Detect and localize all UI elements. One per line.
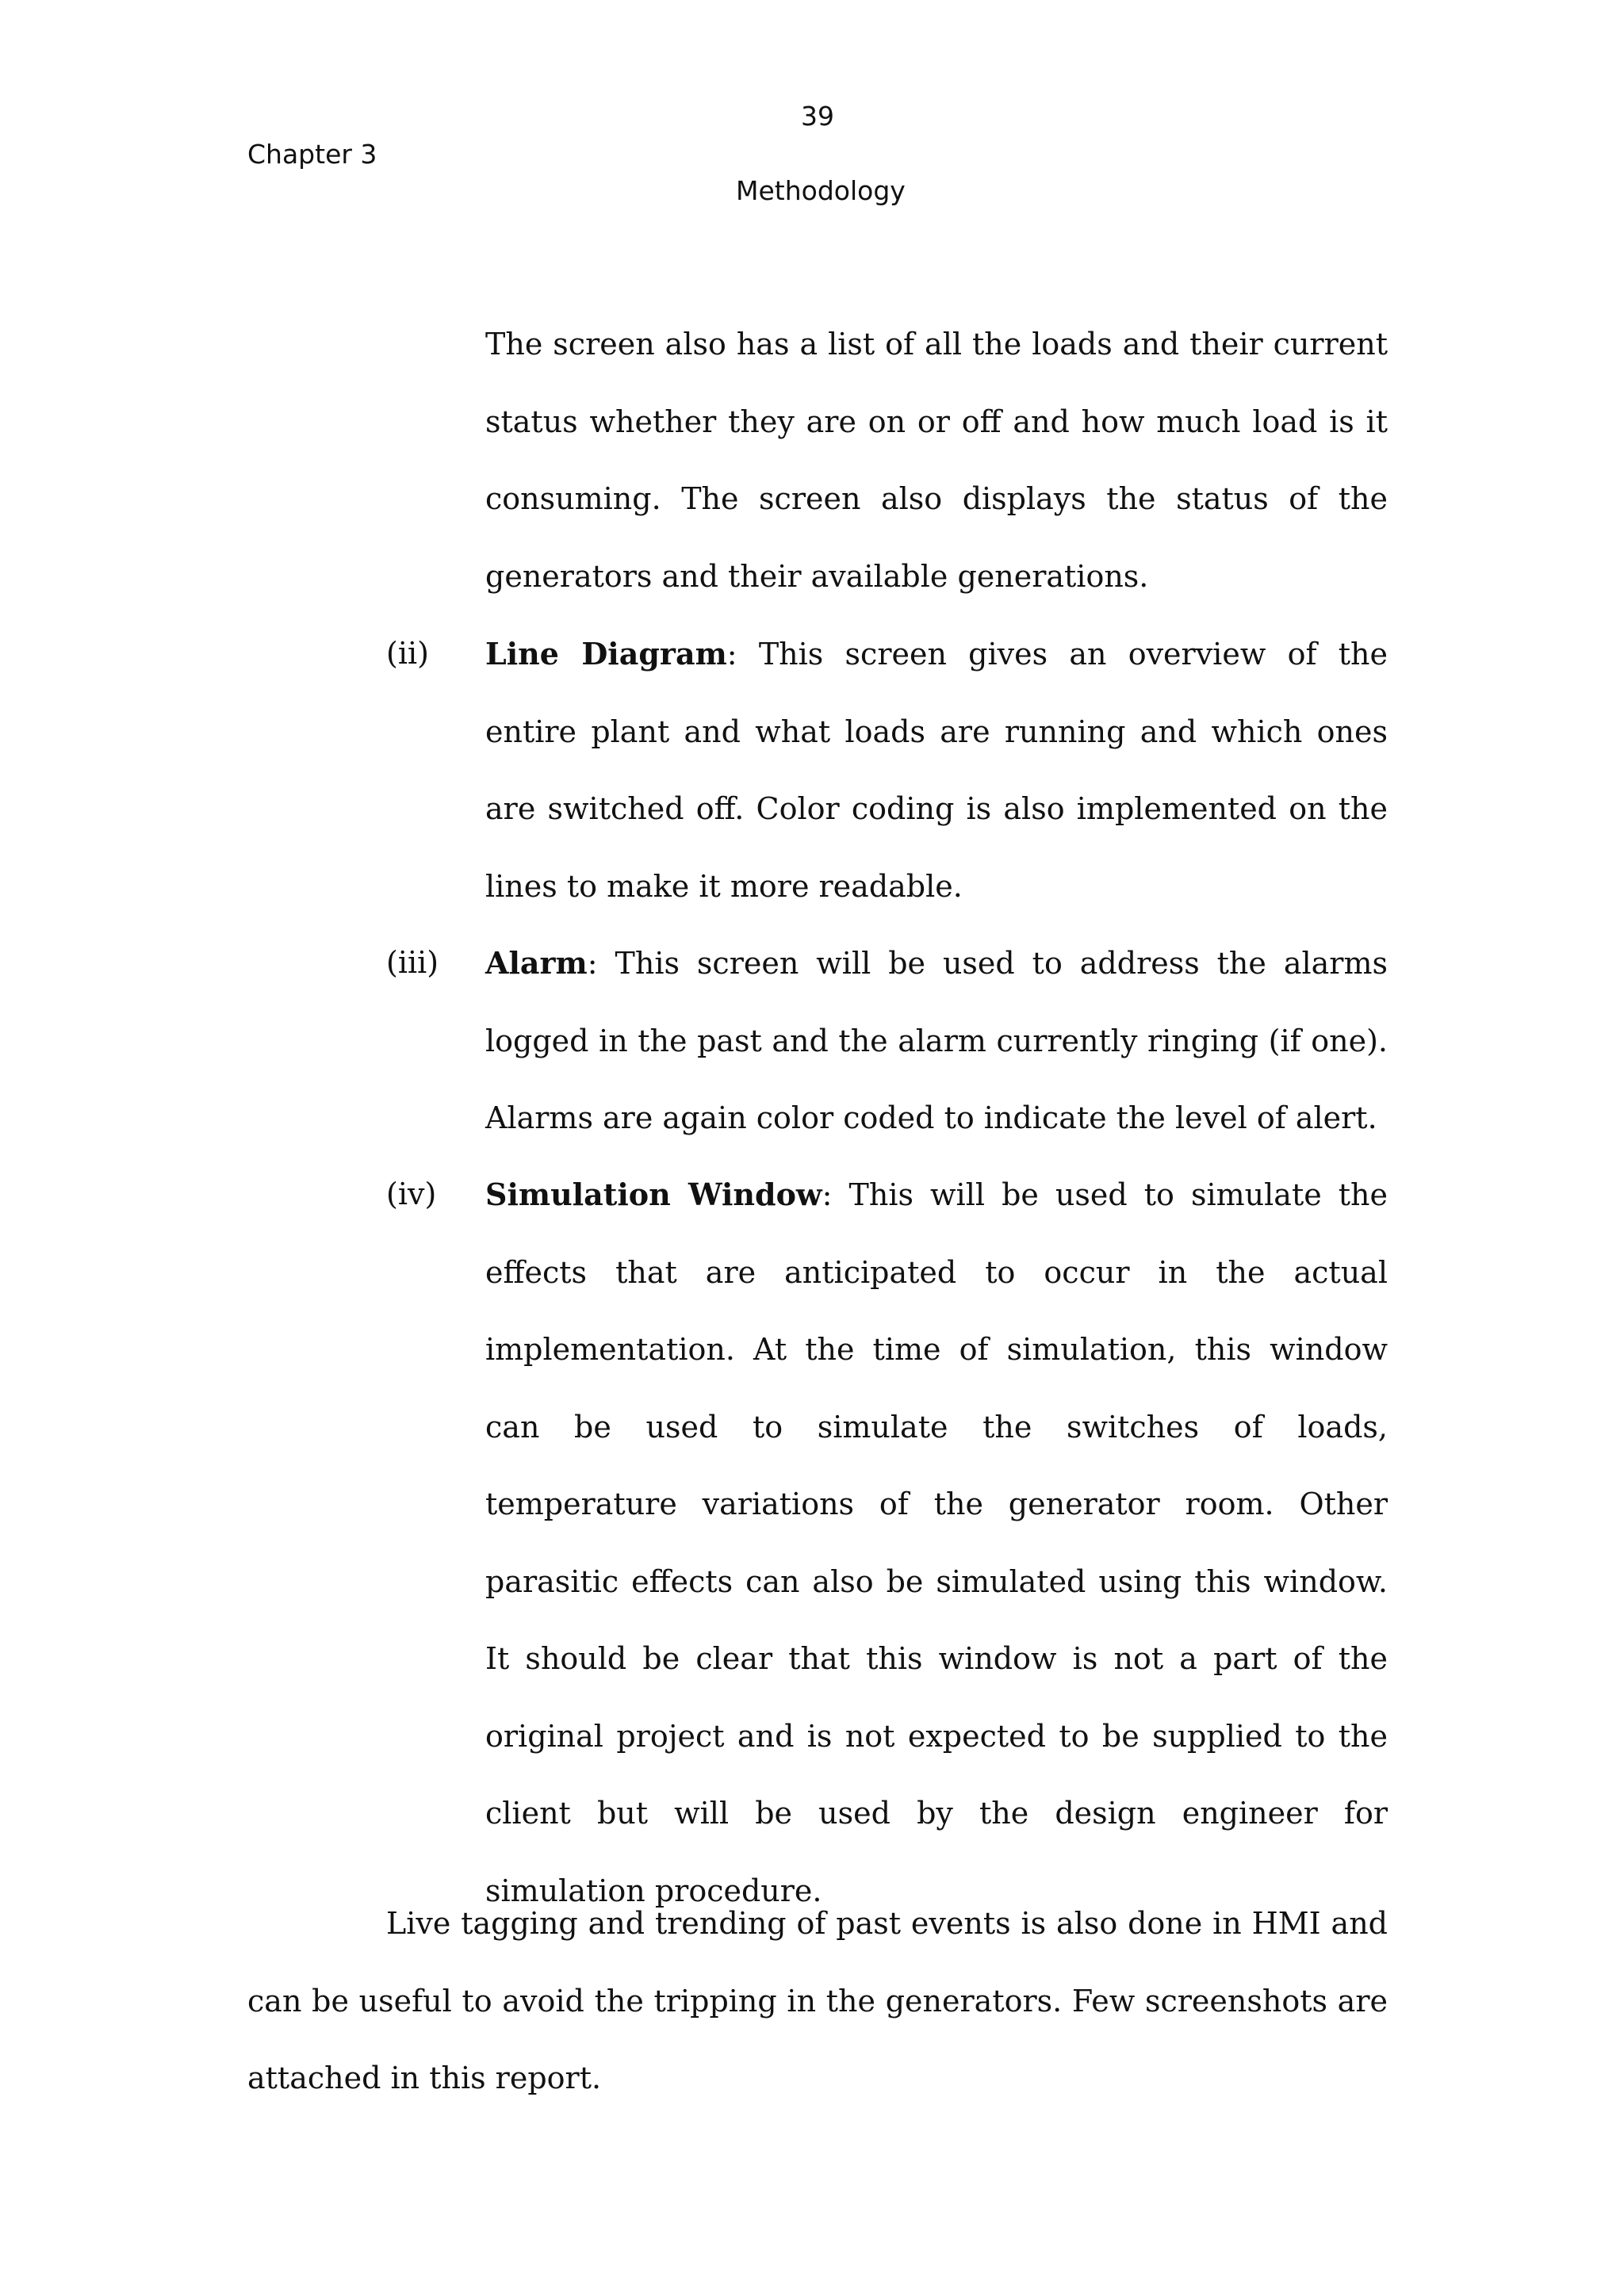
chapter-label: Chapter 3 xyxy=(247,139,377,170)
list-item-term: Simulation Window xyxy=(485,1177,822,1212)
list-marker: (iv) xyxy=(386,1177,437,1211)
list-item-term: Line Diagram xyxy=(485,636,727,672)
list-item-description: : This will be used to simulate the effects that are anticipated to occur in the actual implementation. At the time of simulation, this window can be used to simulate the switches of loads, temperature variations of the generator room. Other parasitic effects can also be simulated using this window. It should be clear that this window is not a part of the original project and is not expected to be supplied to the client but will be used by the design engineer for simulation procedure. xyxy=(485,1177,1388,1908)
list-item-text xyxy=(485,924,1388,1158)
list-marker: (iii) xyxy=(386,945,439,980)
list-item-description: : This screen gives an overview of the entire plant and what loads are running and which ones are switched off. Color coding is also implemented on the lines to make it more readable. xyxy=(485,637,1388,904)
list-item-text xyxy=(485,615,1388,925)
continuation-paragraph: The screen also has a list of all the loads and their current status whether they are on or off and how much load is it consuming. The screen also displays the status of the generators and their available generations. xyxy=(485,327,1388,594)
list-marker: (ii) xyxy=(386,636,429,671)
list-item-term: Alarm xyxy=(485,945,588,981)
list-item-text xyxy=(485,1156,1388,1930)
closing-paragraph: Live tagging and trending of past events is also done in HMI and can be useful to avoid the tripping in the generators. Few screenshots are attached in this report. xyxy=(247,1906,1388,2095)
section-title: Methodology xyxy=(736,175,906,206)
page-number: 39 xyxy=(801,101,834,132)
list-item-description: : This screen will be used to address the alarms logged in the past and the alarm currently ringing (if one). Alarms are again color coded to indicate the level of alert. xyxy=(485,946,1388,1135)
